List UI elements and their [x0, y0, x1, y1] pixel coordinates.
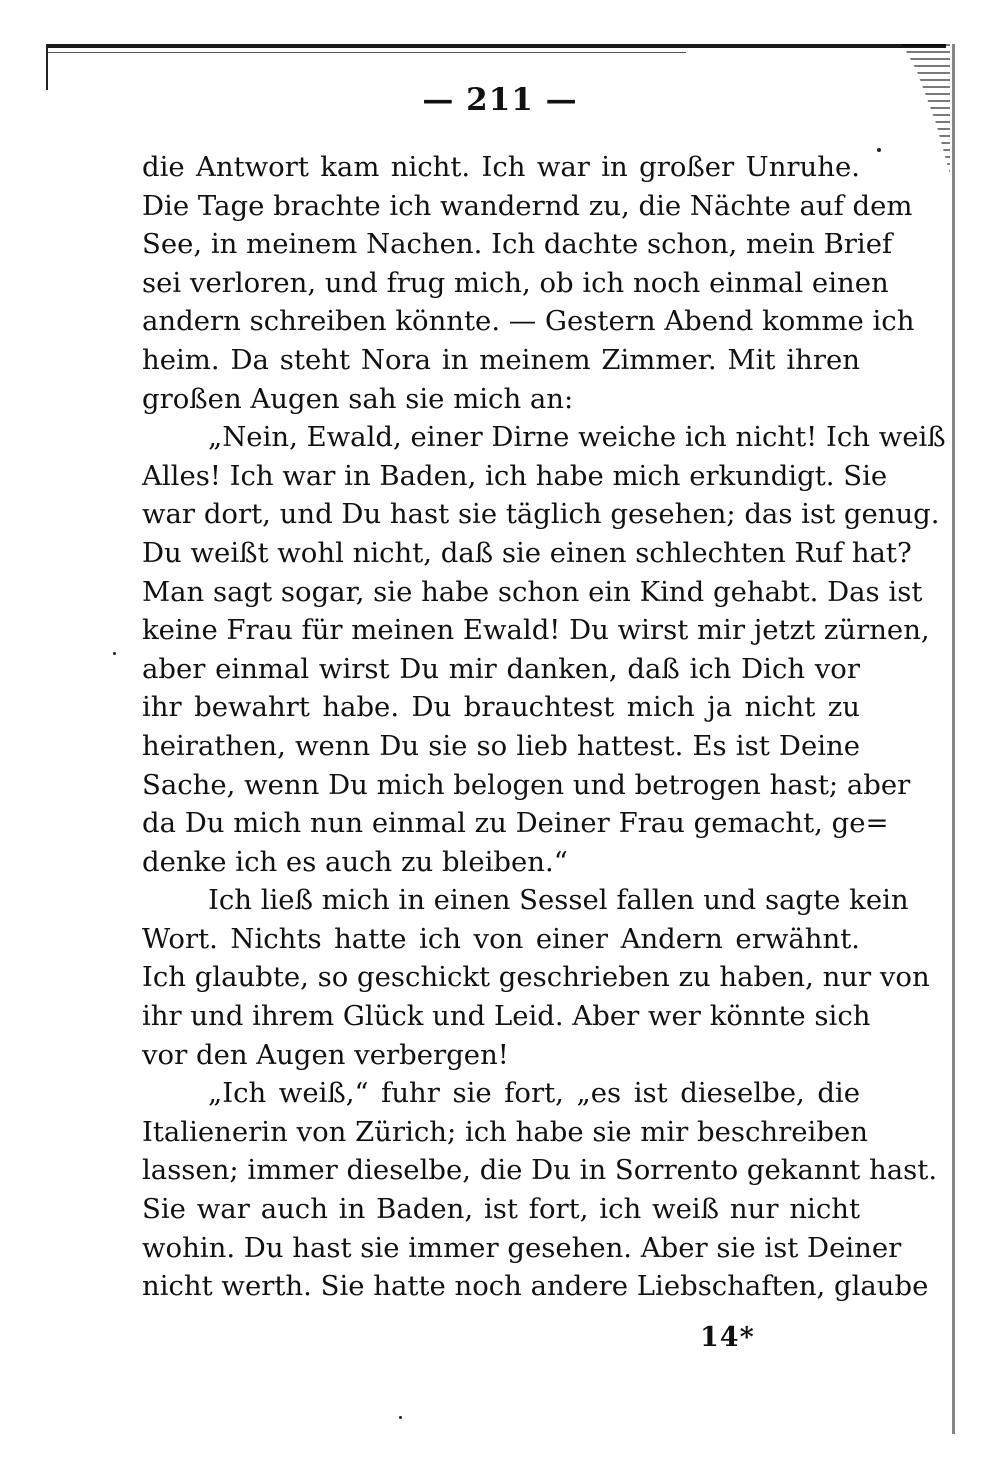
text-line: Du weißt wohl nicht, daß sie einen schlechten Ruf hat? [142, 536, 912, 569]
text-line: großen Augen sah sie mich an: [142, 382, 574, 415]
text-line: heim. Da steht Nora in meinem Zimmer. Mit ihren [142, 343, 860, 376]
scan-edge-top [46, 44, 946, 48]
text-line: keine Frau für meinen Ewald! Du wirst mir jetzt zürnen, [142, 614, 930, 647]
text-line: war dort, und Du hast sie täglich gesehen; das ist genug. [142, 498, 940, 531]
scan-speck [113, 652, 116, 655]
text-line: da Du mich nun einmal zu Deiner Frau gemacht, ge= [142, 807, 889, 840]
page-number-header: — 211 — [422, 82, 578, 118]
text-line: vor den Augen verbergen! [142, 1038, 509, 1071]
text-line: Die Tage brachte ich wandernd zu, die Nächte auf dem [142, 189, 913, 222]
text-line: wohin. Du hast sie immer gesehen. Aber sie ist Deiner [142, 1231, 902, 1264]
text-line: Sache, wenn Du mich belogen und betrogen hast; aber [142, 768, 911, 801]
scan-speck [877, 148, 881, 152]
text-line: „Ich weiß,“ fuhr sie fort, „es ist dieselbe, die [208, 1077, 860, 1110]
text-line: ihr bewahrt habe. Du brauchtest mich ja nicht zu [142, 691, 860, 724]
text-line: die Antwort kam nicht. Ich war in großer Unruhe. [142, 151, 860, 183]
text-line: lassen; immer dieselbe, die Du in Sorrento gekannt hast. [142, 1154, 938, 1187]
text-line: Wort. Nichts hatte ich von einer Andern erwähnt. [142, 922, 860, 955]
text-line: Sie war auch in Baden, ist fort, ich weiß nur nicht [142, 1193, 860, 1226]
scan-edge-right [952, 44, 955, 1434]
body-text [142, 148, 946, 1306]
text-line: Ich glaubte, so geschickt geschrieben zu haben, nur von [142, 961, 930, 994]
text-line: denke ich es auch zu bleiben.“ [142, 845, 568, 878]
text-line: „Nein, Ewald, einer Dirne weiche ich nicht! Ich weiß [208, 421, 946, 454]
text-line: Alles! Ich war in Baden, ich habe mich erkundigt. Sie [142, 459, 888, 492]
scan-edge-line [46, 52, 686, 53]
text-line: Italienerin von Zürich; ich habe sie mir beschreiben [142, 1115, 868, 1148]
scan-speck [399, 1416, 402, 1419]
text-line: aber einmal wirst Du mir danken, daß ich Dich vor [142, 652, 860, 685]
signature-mark: 14* [700, 1322, 755, 1353]
text-line: Ich ließ mich in einen Sessel fallen und sagte kein [208, 884, 909, 917]
text-line: nicht werth. Sie hatte noch andere Liebschaften, glaube [142, 1270, 929, 1303]
text-line: andern schreiben könnte. — Gestern Abend komme ich [142, 305, 915, 338]
text-line: See, in meinem Nachen. Ich dachte schon, mein Brief [142, 228, 893, 261]
text-line: Man sagt sogar, sie habe schon ein Kind gehabt. Das ist [142, 575, 923, 608]
text-line: sei verloren, und frug mich, ob ich noch einmal einen [142, 266, 889, 299]
text-line: heirathen, wenn Du sie so lieb hattest. Es ist Deine [142, 729, 860, 762]
text-line: ihr und ihrem Glück und Leid. Aber wer könnte sich [142, 1000, 871, 1033]
